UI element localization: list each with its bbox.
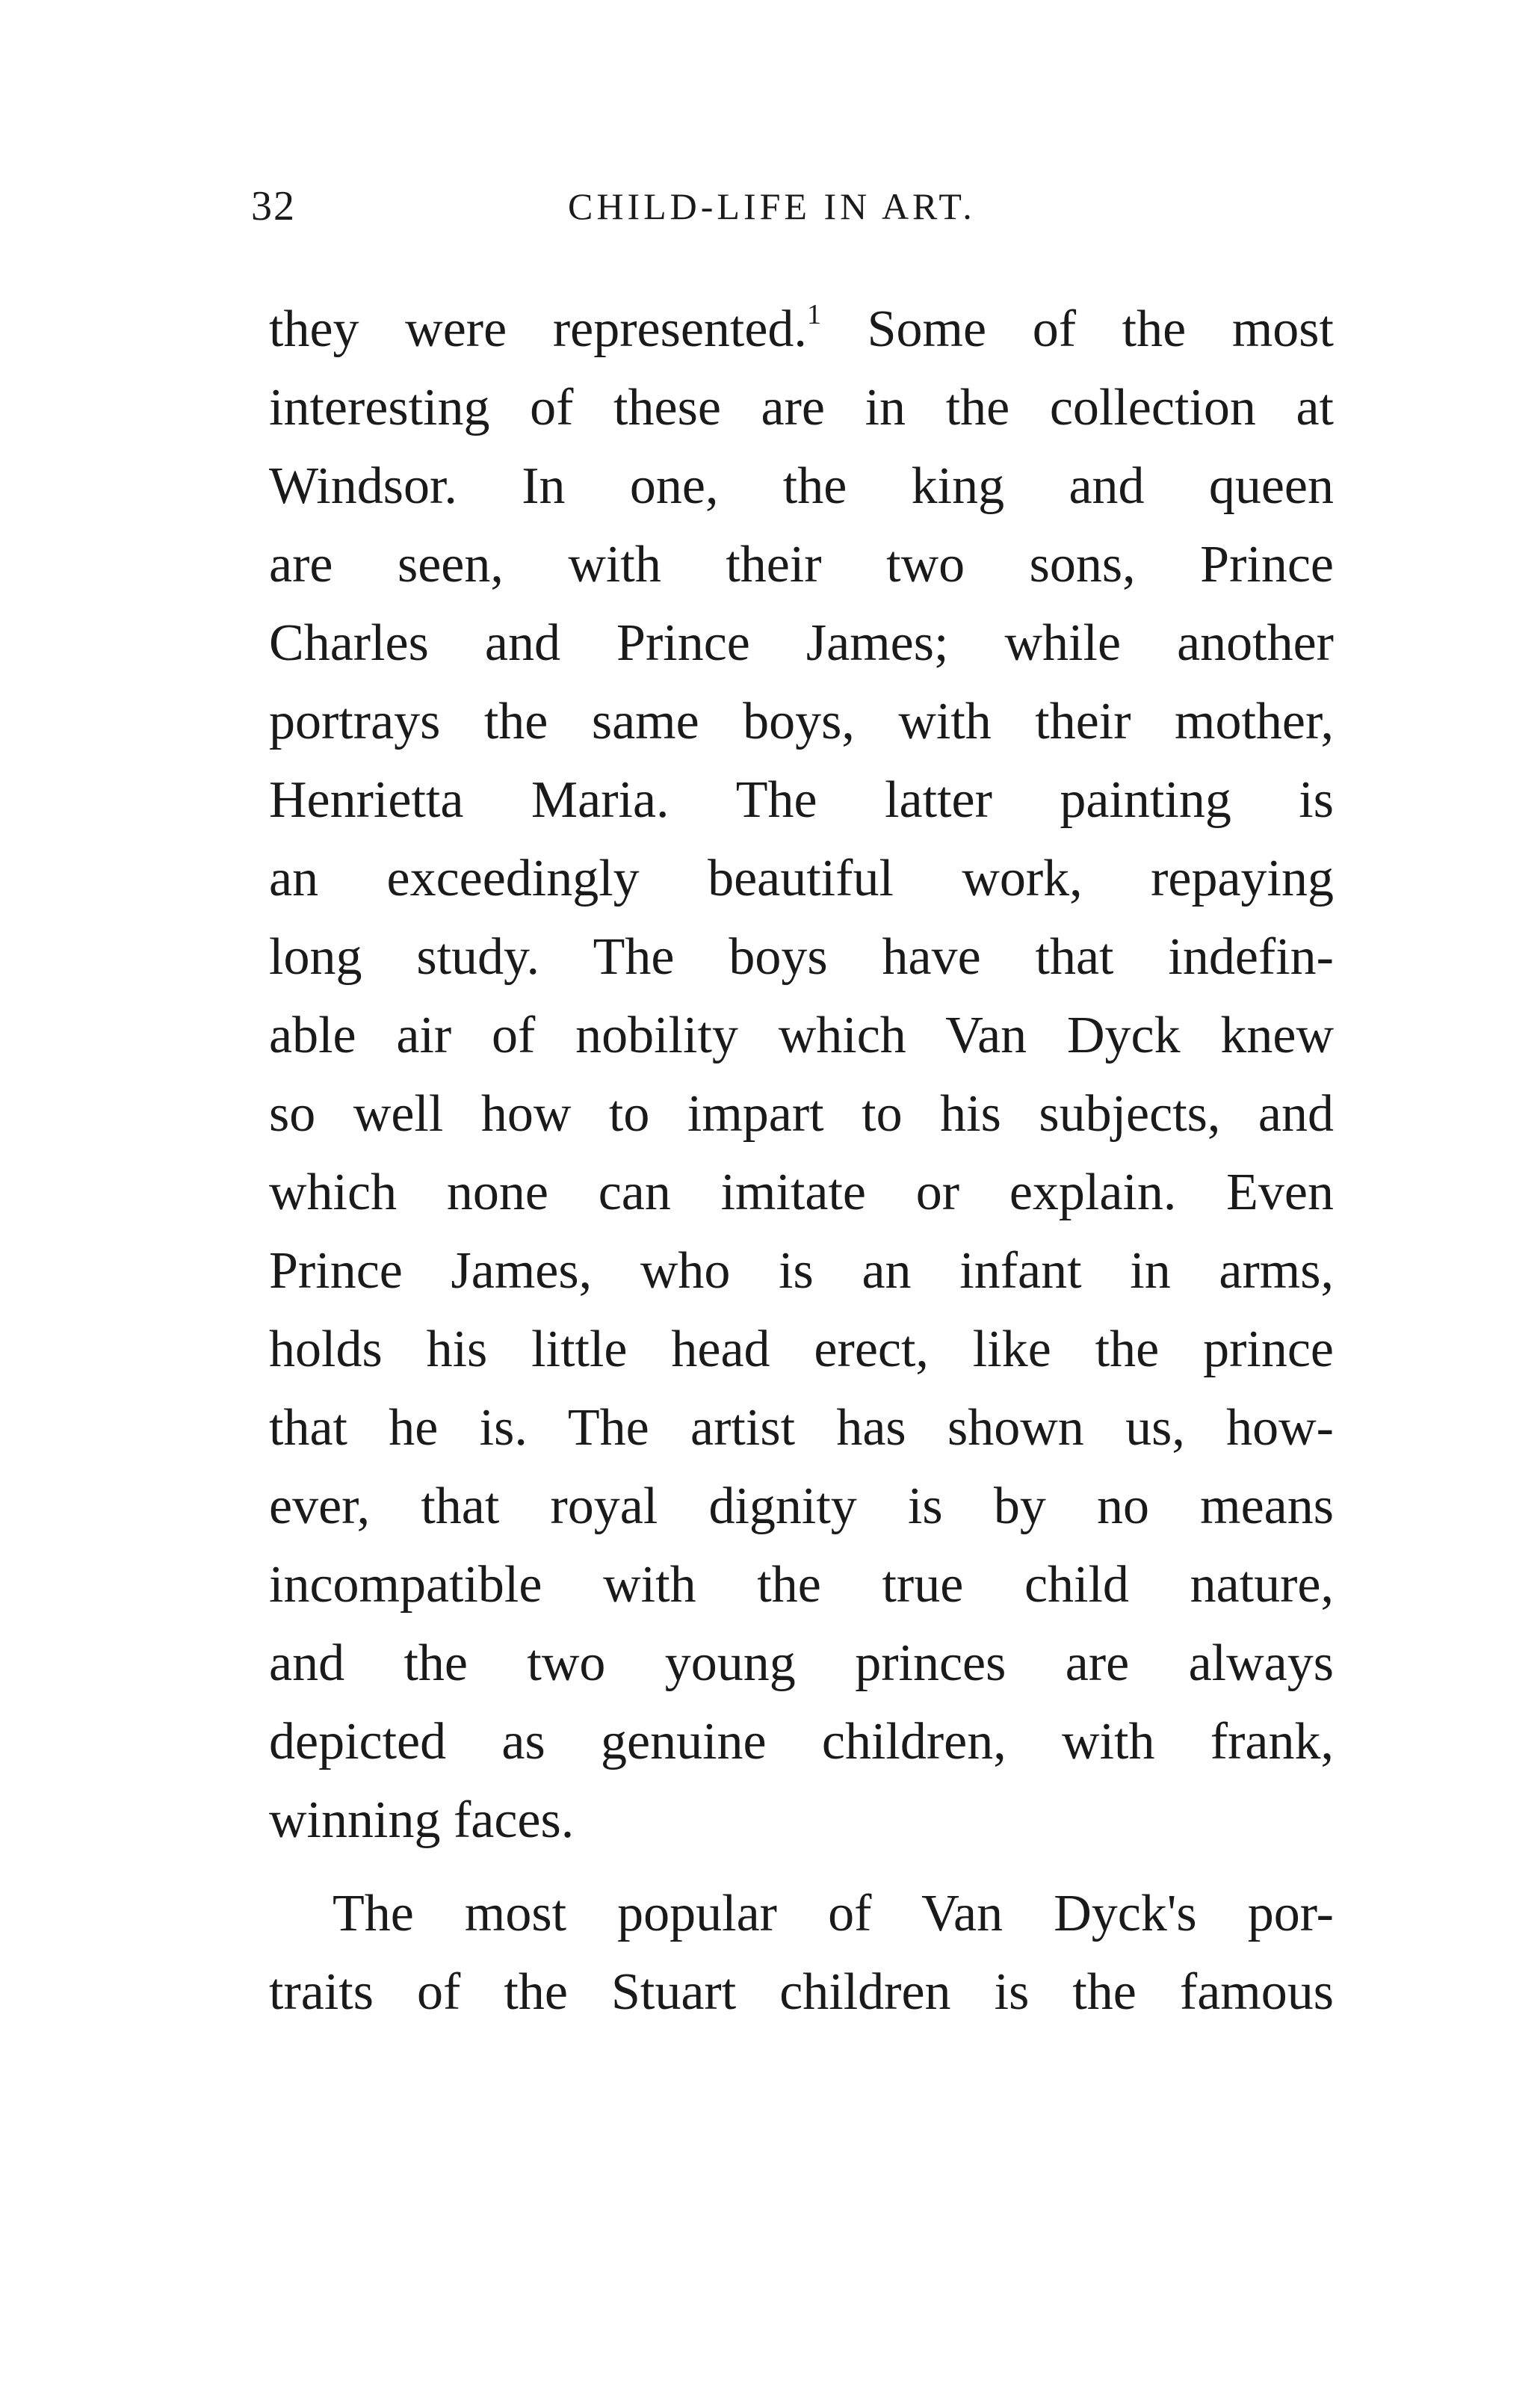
text-line: winning faces. [269,1791,575,1849]
paragraph-1 [269,290,1334,1859]
text-line: that he is. The artist has shown us, how- [269,1399,1334,1457]
body-text [269,290,1334,2031]
text-line: able air of nobility which Van Dyck knew [269,1007,1334,1064]
text-line: Prince James, who is an infant in arms, [269,1242,1334,1300]
text-line: which none can imitate or explain. Even [269,1164,1334,1221]
text-line [269,290,1334,368]
text-line: portrays the same boys, with their mother, [269,693,1334,750]
text-line: Charles and Prince James; while another [269,614,1334,672]
running-title: CHILD-LIFE IN ART. [568,185,976,227]
text-line: long study. The boys have that indefin- [269,928,1334,986]
text-line: Windsor. In one, the king and queen [269,457,1334,515]
text-segment: they were represented. [269,300,807,358]
text-line: holds his little head erect, like the prince [269,1321,1334,1378]
page-number: 32 [251,183,296,229]
text-line: interesting of these are in the collection at [269,379,1334,436]
text-line: The most popular of Van Dyck's por- [333,1885,1334,1942]
text-line: so well how to impart to his subjects, and [269,1085,1334,1143]
text-line: are seen, with their two sons, Prince [269,536,1334,593]
text-line: ever, that royal dignity is by no means [269,1478,1334,1535]
text-segment: Some of the most [820,300,1334,358]
text-line: depicted as genuine children, with frank, [269,1713,1334,1770]
text-line: incompatible with the true child nature, [269,1556,1334,1614]
running-head [0,176,1540,236]
paragraph-2 [269,1874,1334,2031]
text-line: traits of the Stuart children is the famous [269,1963,1334,2021]
text-line: an exceedingly beautiful work, repaying [269,850,1334,907]
text-line: and the two young princes are always [269,1634,1334,1692]
paragraph-gap [269,1859,1334,1874]
footnote-reference: 1 [806,299,821,330]
text-line: Henrietta Maria. The latter painting is [269,771,1334,829]
